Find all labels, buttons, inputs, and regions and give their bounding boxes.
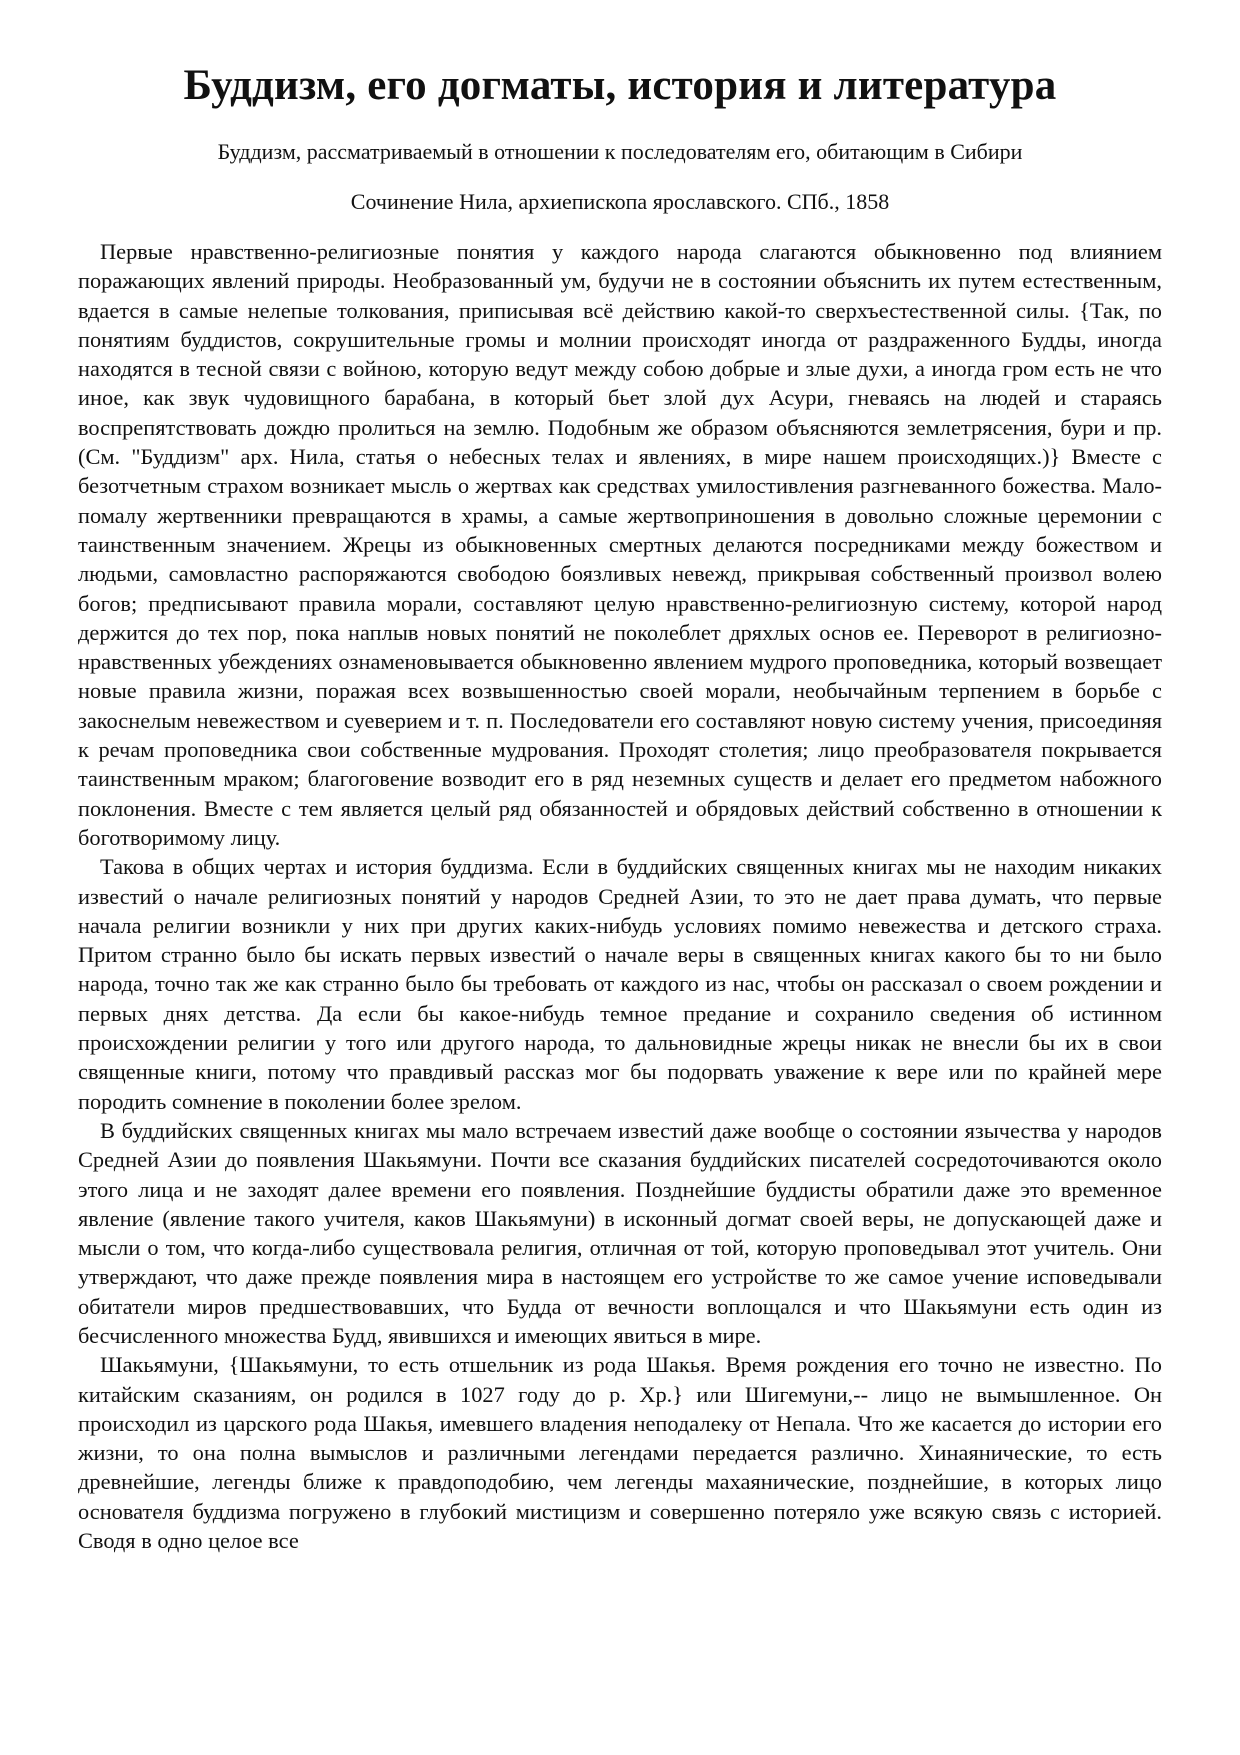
document-subtitle: Буддизм, рассматриваемый в отношении к последователям его, обитающим в Сибири <box>217 139 1023 164</box>
document-source: Сочинение Нила, архиепископа ярославского. СПб., 1858 <box>350 189 890 214</box>
body-paragraph: Шакьямуни, {Шакьямуни, то есть отшельник из рода Шакья. Время рождения его точно не известно. По китайским сказаниям, он родился в 1027 году до р. Хр.} или Шигемуни,-- лицо не вымышленное. Он происходил из царского рода Шакья, имевшего владения неподалеку от Непала. Что же касается до истории его жизни, то она полна вымыслов и различными легендами передается различно. Хинаянические, то есть древнейшие, легенды ближе к правдоподобию, чем легенды махаянические, позднейшие, в которых лицо основателя буддизма погружено в глубокий мистицизм и совершенно потеряло уже всякую связь с историей. Сводя в одно целое все <box>78 1352 1162 1554</box>
body-paragraph: Такова в общих чертах и история буддизма. Если в буддийских священных книгах мы не находим никаких известий о начале религиозных понятий у народов Средней Азии, то это не дает права думать, что первые начала религии возникли у них при других каких-нибудь условиях помимо невежества и детского страха. Притом странно было бы искать первых известий о начале веры в священных книгах какого бы то ни было народа, точно так же как странно было бы требовать от каждого из нас, чтобы он рассказал о своем рождении и первых днях детства. Да если бы какое-нибудь темное предание и сохранило сведения об истинном происхождении религии у того или другого народа, то дальновидные жрецы никак не внесли бы их в свои священные книги, потому что правдивый рассказ мог бы подорвать уважение к вере или по крайней мере породить сомнение в поколении более зрелом. <box>78 854 1162 1114</box>
document-body <box>78 237 1162 1555</box>
body-paragraph: Первые нравственно-религиозные понятия у каждого народа слагаются обыкновенно под влиянием поражающих явлений природы. Необразованный ум, будучи не в состоянии объяснить их путем естественным, вдается в самые нелепые толкования, приписывая всё действию какой-то сверхъестественной силы. {Так, по понятиям буддистов, сокрушительные громы и молнии происходят иногда от раздраженного Будды, иногда находятся в тесной связи с войною, которую ведут между собою добрые и злые духи, а иногда гром есть не что иное, как звук чудовищного барабана, в который бьет злой дух Асури, гневаясь на людей и стараясь воспрепятствовать дождю пролиться на землю. Подобным же образом объясняются землетрясения, бури и пр. (См. "Буддизм" арх. Нила, статья о небесных телах и явлениях, в мире нашем происходящих.)} Вместе с безотчетным страхом возникает мысль о жертвах как средствах умилостивления разгневанного божества. Мало-помалу жертвенники превращаются в храмы, а самые жертвоприношения в довольно сложные церемонии с таинственным значением. Жрецы из обыкновенных смертных делаются посредниками между божеством и людьми, самовластно распоряжаются свободою боязливых невежд, прикрывая собственный произвол волею богов; предписывают правила морали, составляют целую нравственно-религиозную систему, которой народ держится до тех пор, пока наплыв новых понятий не поколеблет дряхлых основ ее. Переворот в религиозно-нравственных убеждениях ознаменовывается обыкновенно явлением мудрого проповедника, который возвещает новые правила жизни, поражая всех возвышенностью своей морали, необычайным терпением в борьбе с закоснелым невежеством и суеверием и т. п. Последователи его составляют новую систему учения, присоединяя к речам проповедника свои собственные мудрования. Проходят столетия; лицо преобразователя покрывается таинственным мраком; благоговение возводит его в ряд неземных существ и делает его предметом набожного поклонения. Вместе с тем является целый ряд обязанностей и обрядовых действий собственно в отношении к боготворимому лицу. <box>78 239 1162 850</box>
document-title: Буддизм, его догматы, история и литература <box>183 62 1057 109</box>
body-paragraph: В буддийских священных книгах мы мало встречаем известий даже вообще о состоянии язычества у народов Средней Азии до появления Шакьямуни. Почти все сказания буддийских писателей сосредоточиваются около этого лица и не заходят далее времени его появления. Позднейшие буддисты обратили даже это временное явление (явление такого учителя, каков Шакьямуни) в исконный догмат своей веры, не допускающей даже и мысли о том, что когда-либо существовала религия, отличная от той, которую проповедывал этот учитель. Они утверждают, что даже прежде появления мира в настоящем его устройстве то же самое учение исповедывали обитатели миров предшествовавших, что Будда от вечности воплощался и что Шакьямуни есть один из бесчисленного множества Будд, явившихся и имеющих явиться в мире. <box>78 1117 1162 1348</box>
